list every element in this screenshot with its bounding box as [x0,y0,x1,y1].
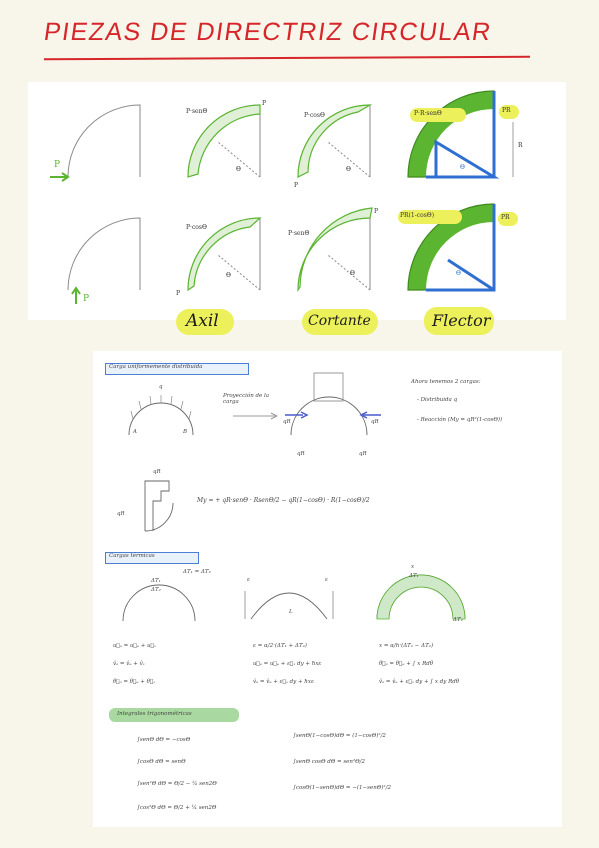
int-right-2: ∫senΘ cosΘ dΘ = sen²Θ/2 [293,759,366,765]
eq-col1-row2: v̂ₐ = v̂ₑ + v̂ₓ [113,661,145,667]
heading-thermal-loads: Cargas térmicas [109,553,155,559]
label-theta-cortante: Θ [346,166,351,173]
label-p-cortante-2: P [374,208,379,215]
label-p-cortante-start: P [294,182,299,189]
label-pr-1: PR [502,107,511,114]
int-left-3: ∫sen²Θ dΘ = Θ/2 − ¼ sen2Θ [137,781,217,787]
label-chi: x [411,564,415,570]
eq-col1-row3: θ⃗ₐ = θ⃗ₑ + θ⃗ₓ [113,679,156,685]
label-dt-equal: ΔT₁ = ΔT₂ [183,569,211,575]
label-qr-2: qR [371,419,379,425]
eq-col2-row2: u⃗ₐ = u⃗ₑ + ε⃗ₓ dy + ħxε [253,661,322,667]
label-eps-1: ε [247,577,250,583]
label-pcos-2: P·cosΘ [186,224,207,231]
eq-col2-row1: ε = α/2·(ΔT₁ + ΔT₂) [253,643,307,649]
label-psen: P·senΘ [186,108,208,115]
label-dt1-a: ΔT₁ [151,578,161,584]
label-theta-flector: Θ [460,164,465,171]
label-projection: Proyección de la carga [223,393,270,405]
label-b: B [183,429,188,435]
label-qr-6: qR [117,511,125,517]
category-flector: Flector [432,311,491,330]
label-length: L [289,609,293,615]
note-reaction: - Reacción (My = qR²(1-cosΘ)) [417,417,503,423]
heading-trig-integrals: Integrales trigonométricas [117,711,192,717]
category-axil: Axil [186,311,219,331]
label-a: A [133,429,137,435]
label-dt2-a: ΔT₂ [151,587,161,593]
label-qr-1: qR [283,419,291,425]
label-theta-axil: Θ [236,166,241,173]
label-dt2-b: ΔT₂ [453,617,463,623]
label-p-axil-end: P [262,100,267,107]
label-qr-5: qR [153,469,161,475]
label-radius: R [518,142,523,149]
label-psen-2: P·senΘ [288,230,310,237]
note-distributed: - Distribuida q [417,397,458,403]
int-right-3: ∫cosΘ(1−senΘ)dΘ = −(1−senΘ)²/2 [293,785,391,791]
label-theta-flector-2: Θ [456,270,461,277]
category-cortante: Cortante [308,313,371,329]
eq-col2-row3: v̂ₐ = v̂ₑ + ε⃗ₓ dy + ħxε [253,679,314,685]
heading-distributed-load: Carga uniformemente distribuida [109,364,203,370]
formula-moment: My = + qR·senΘ · RsenΘ/2 − qR(1−cosΘ) · R(1−cosΘ)/2 [197,497,370,504]
label-pcos: P·cosΘ [304,112,325,119]
label-theta-cortante-2: Θ [350,270,355,277]
label-p-load: P [54,160,61,170]
label-eps-2: ε [325,577,328,583]
label-pr-cos: PR(1-cosΘ) [400,212,435,219]
label-pr-2: PR [501,214,510,221]
diagram-panel-loads [28,82,566,320]
eq-col3-row2: θ⃗ₐ = θ⃗ₑ + ∫ x Rdθ [379,661,434,667]
label-qr-4: qR [359,451,367,457]
eq-col3-row1: x = α/h·(ΔT₁ − ΔT₂) [379,643,434,649]
label-p-load-2: P [83,294,90,304]
eq-col3-row3: v̂ₐ = v̂ₑ + ε⃗ₓ dy + ∫ x dy Rdθ [379,679,460,685]
int-left-4: ∫cos²Θ dΘ = Θ/2 + ¼ sen2Θ [137,805,217,811]
eq-col1-row1: u⃗ₐ = u⃗ₑ + u⃗ₓ [113,643,156,649]
int-left-2: ∫cosΘ dΘ = senΘ [137,759,186,765]
page-title: PIEZAS DE DIRECTRIZ CIRCULAR [42,18,494,46]
note-two-loads: Ahora tenemos 2 cargas: [411,379,481,385]
label-qr-3: qR [297,451,305,457]
notes-panel [93,351,562,827]
label-p-axil-2: P [176,290,181,297]
quarter-arc-diagrams [28,82,566,320]
label-q: q [159,384,163,390]
label-prsen: P·R·senΘ [414,110,442,117]
label-dt1-b: ΔT₁ [409,573,419,579]
int-left-1: ∫senΘ dΘ = −cosΘ [137,737,191,743]
title-underline [44,56,530,61]
label-theta-axil-2: Θ [226,272,231,279]
int-right-1: ∫senΘ(1−cosΘ)dΘ = (1−cosΘ)²/2 [293,733,386,739]
